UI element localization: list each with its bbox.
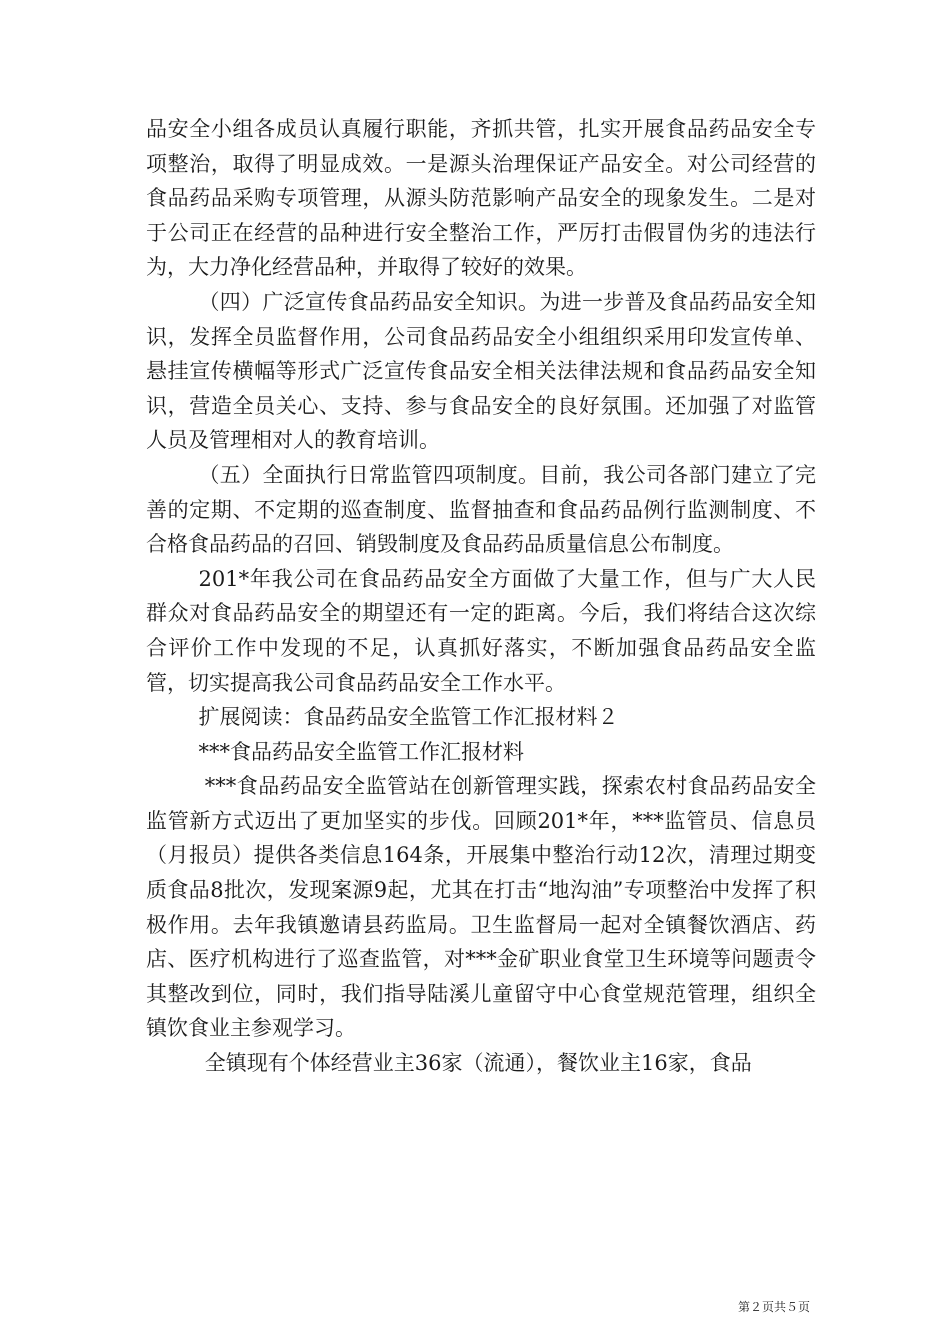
paragraph-2: （四）广泛宣传食品药品安全知识。为进一步普及食品药品安全知识，发挥全员监督作用，公司食品药品安全小组组织采用印发宣传单、悬挂宣传横幅等形式广泛宣传食品安全相关法律法规和食品药品安全知识，营造全员关心、支持、参与食品安全的良好氛围。还加强了对监管人员及管理相对人的教育培训。 xyxy=(146,289,816,453)
paragraph-4: 201*年我公司在食品药品安全方面做了大量工作，但与广大人民群众对食品药品安全的期望还有一定的距离。今后，我们将结合这次综合评价工作中发现的不足，认真抓好落实，不断加强食品药品安全监管，切实提高我公司食品药品安全工作水平。 xyxy=(146,566,816,695)
paragraph-6: 全镇现有个体经营业主36家（流通），餐饮业主16家，食品 xyxy=(204,1051,752,1076)
report-title: ***食品药品安全监管工作汇报材料 xyxy=(198,739,524,764)
paragraph-1: 品安全小组各成员认真履行职能，齐抓共管，扎实开展食品药品安全专项整治，取得了明显成效。一是源头治理保证产品安全。对公司经营的食品药品采购专项管理，从源头防范影响产品安全的现象发生。二是对于公司正在经营的品种进行安全整治工作，严厉打击假冒伪劣的违法行为，大力净化经营品种，并取得了较好的效果。 xyxy=(146,117,816,280)
page-number: 第２页共５页 xyxy=(737,1300,810,1314)
paragraph-5: ***食品药品安全监管站在创新管理实践，探索农村食品药品安全监管新方式迈出了更加坚实的步伐。回顾201*年，***监管员、信息员（月报员）提供各类信息164条，开展集中整治行动12次，清理过期变质食品8批次，发现案源9起，尤其在打击“地沟油”专项整治中发挥了积极作用。去年我镇邀请县药监局。卫生监督局一起对全镇餐饮酒店、药店、医疗机构进行了巡查监管，对***金矿职业食堂卫生环境等问题责令其整改到位，同时，我们指导陆溪儿童留守中心食堂规范管理，组织全镇饮食业主参观学习。 xyxy=(146,774,816,1041)
paragraph-3: （五）全面执行日常监管四项制度。目前，我公司各部门建立了完善的定期、不定期的巡查制度、监督抽查和食品药品例行监测制度、不合格食品药品的召回、销毁制度及食品药品质量信息公布制度。 xyxy=(146,462,816,557)
document-body xyxy=(146,112,816,1081)
extended-reading-heading: 扩展阅读：食品药品安全监管工作汇报材料２ xyxy=(198,705,619,730)
